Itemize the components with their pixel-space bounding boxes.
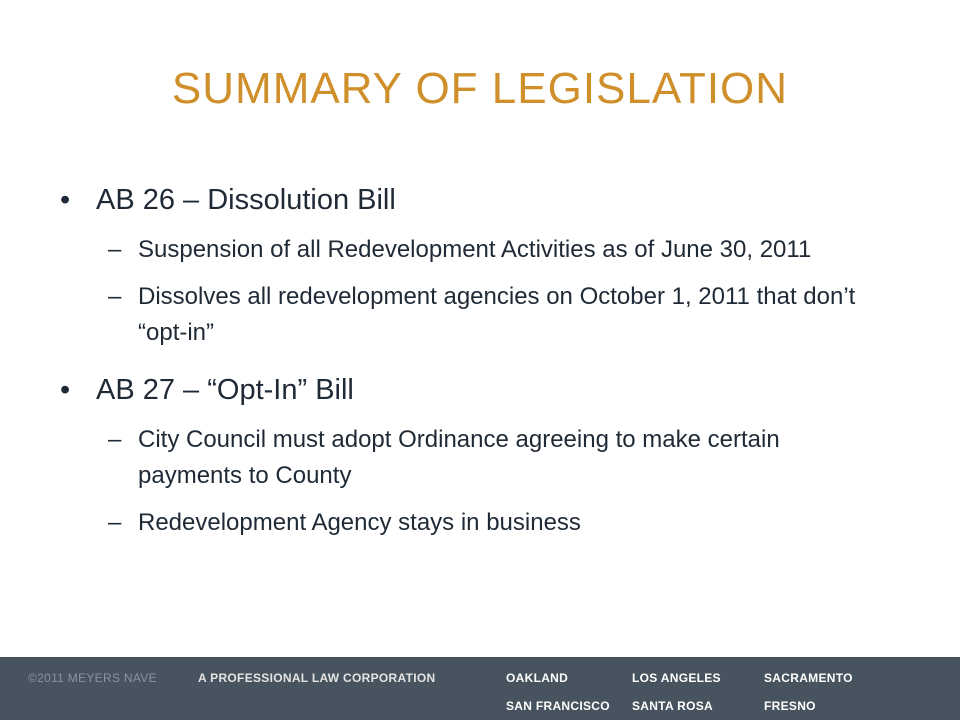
sub-bullet-ordinance xyxy=(60,422,890,494)
footer-city-oakland: OAKLAND xyxy=(506,671,569,685)
bullet-marker: • xyxy=(60,184,71,216)
dash-marker: – xyxy=(108,236,122,263)
bullet-text: AB 26 – Dissolution Bill xyxy=(96,184,396,216)
bullet-ab26 xyxy=(60,180,890,220)
sub-bullet-text: Dissolves all redevelopment agencies on October 1, 2011 that don’t “opt-in” xyxy=(138,283,856,346)
footer-city-fresno: FRESNO xyxy=(764,699,816,713)
bullet-marker: • xyxy=(60,374,71,406)
sub-bullet-text: Suspension of all Redevelopment Activities as of June 30, 2011 xyxy=(138,236,812,263)
sub-bullet-text: Redevelopment Agency stays in business xyxy=(138,509,581,536)
sub-bullet-suspension xyxy=(60,232,890,268)
footer-bar xyxy=(0,657,960,720)
footer-city-sacramento: SACRAMENTO xyxy=(764,671,853,685)
sub-bullet-text: City Council must adopt Ordinance agreeing to make certain payments to County xyxy=(138,426,780,489)
dash-marker: – xyxy=(108,283,122,310)
bullet-ab27 xyxy=(60,370,890,410)
footer-city-los-angeles: LOS ANGELES xyxy=(632,671,721,685)
sub-bullet-stays xyxy=(60,505,890,541)
sub-bullet-dissolves xyxy=(60,279,890,351)
slide-body xyxy=(60,180,890,552)
footer-city-san-francisco: SAN FRANCISCO xyxy=(506,699,610,713)
dash-marker: – xyxy=(108,509,122,536)
bullet-text: AB 27 – “Opt-In” Bill xyxy=(96,374,354,406)
footer-corporation: A PROFESSIONAL LAW CORPORATION xyxy=(198,671,436,685)
footer-city-santa-rosa: SANTA ROSA xyxy=(632,699,713,713)
dash-marker: – xyxy=(108,426,122,453)
footer-copyright: ©2011 MEYERS NAVE xyxy=(28,671,157,685)
slide-title: SUMMARY OF LEGISLATION xyxy=(171,64,789,113)
